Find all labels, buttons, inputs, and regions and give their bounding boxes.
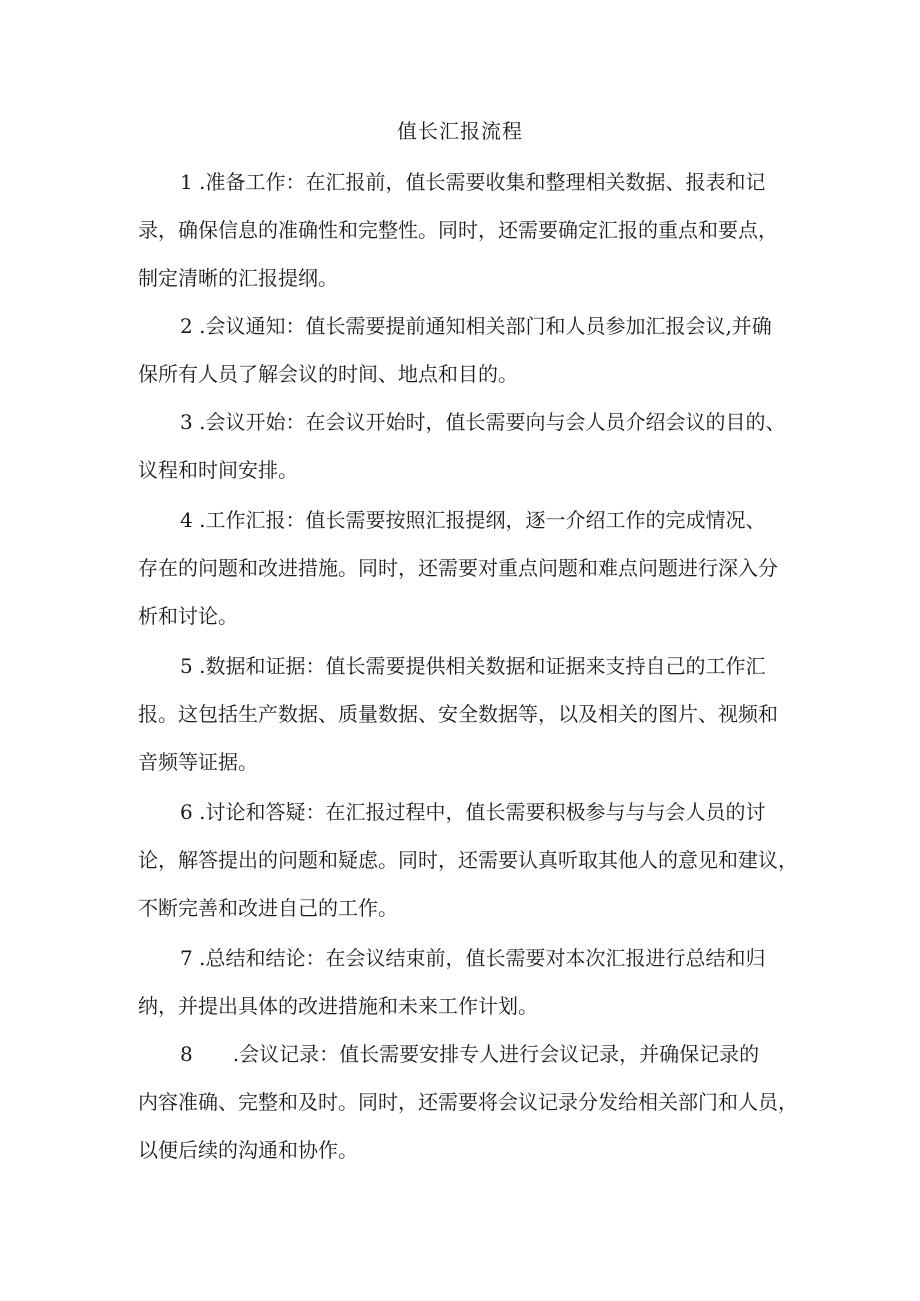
paragraph-5-line-1: 5 .数据和证据：值长需要提供相关数据和证据来支持自己的工作汇 (180, 654, 766, 678)
paragraph-1-line-1: 1 .准备工作：在汇报前，值长需要收集和整理相关数据、报表和记 (180, 170, 766, 194)
paragraph-6-line-1: 6 .讨论和答疑：在汇报过程中，值长需要积极参与与与会人员的讨 (180, 800, 766, 824)
paragraph-4-line-2: 存在的问题和改进措施。同时，还需要对重点问题和难点问题进行深入分 (138, 556, 778, 580)
paragraph-4-line-3: 析和讨论。 (138, 604, 238, 628)
paragraph-6-line-3: 不断完善和改进自己的工作。 (138, 896, 398, 920)
paragraph-6-line-2: 论，解答提出的问题和疑虑。同时，还需要认真听取其他人的意见和建议， (138, 848, 798, 872)
paragraph-7-line-1: 7 .总结和结论：在会议结束前，值长需要对本次汇报进行总结和归 (180, 946, 766, 970)
paragraph-5-line-2: 报。这包括生产数据、质量数据、安全数据等，以及相关的图片、视频和 (138, 702, 778, 726)
paragraph-8-line-1: 8 .会议记录：值长需要安排专人进行会议记录，并确保记录的 (180, 1042, 760, 1066)
document-title: 值长汇报流程 (397, 119, 523, 143)
paragraph-4-line-1: 4 .工作汇报：值长需要按照汇报提纲，逐一介绍工作的完成情况、 (180, 508, 766, 532)
paragraph-7-line-2: 纳，并提出具体的改进措施和未来工作计划。 (138, 994, 538, 1018)
paragraph-1-line-3: 制定清晰的汇报提纲。 (138, 266, 338, 290)
paragraph-2-line-1: 2 .会议通知：值长需要提前通知相关部门和人员参加汇报会议,并确 (180, 314, 772, 338)
paragraph-8-line-2: 内容准确、完整和及时。同时，还需要将会议记录分发给相关部门和人员， (138, 1090, 798, 1114)
paragraph-5-line-3: 音频等证据。 (138, 750, 258, 774)
paragraph-3-line-1: 3 .会议开始：在会议开始时，值长需要向与会人员介绍会议的目的、 (180, 410, 786, 434)
paragraph-2-line-2: 保所有人员了解会议的时间、地点和目的。 (138, 362, 518, 386)
paragraph-3-line-2: 议程和时间安排。 (138, 458, 298, 482)
paragraph-1-line-2: 录，确保信息的准确性和完整性。同时，还需要确定汇报的重点和要点， (138, 218, 778, 242)
paragraph-8-line-3: 以便后续的沟通和协作。 (138, 1138, 358, 1162)
